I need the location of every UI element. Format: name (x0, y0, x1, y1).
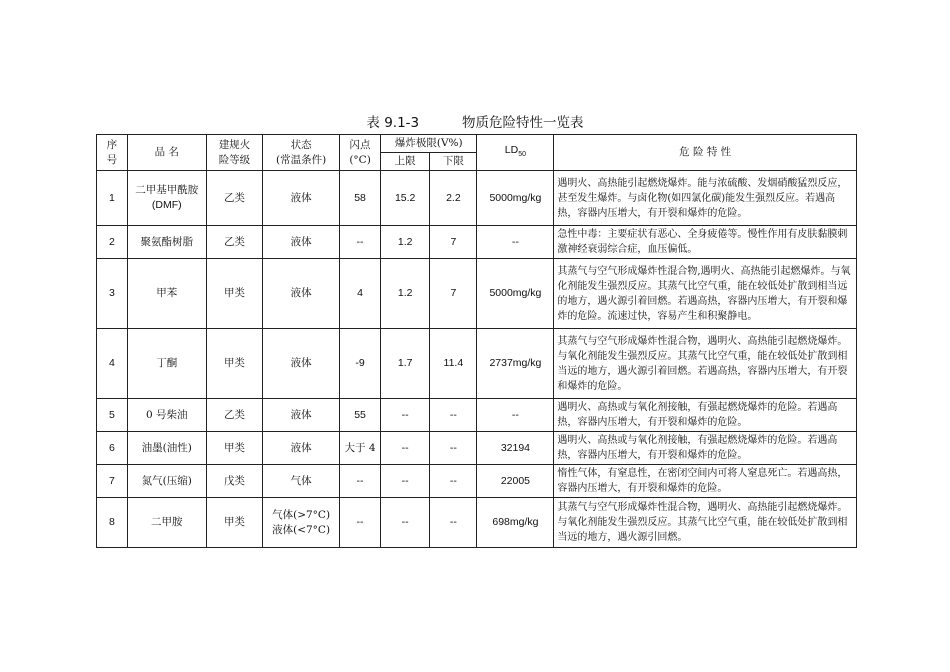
table-row (97, 399, 857, 432)
table-row (97, 226, 857, 259)
cell-ld50: 5000mg/kg (477, 171, 554, 226)
table-row (97, 329, 857, 399)
cell-flash-point: -- (340, 465, 381, 498)
cell-lower: -- (430, 432, 477, 465)
cell-lower: 2.2 (430, 171, 477, 226)
header-row-1 (97, 135, 857, 153)
cell-ld50: -- (477, 226, 554, 259)
cell-flash-point: 4 (340, 259, 381, 329)
cell-lower: 7 (430, 259, 477, 329)
cell-fire-class: 乙类 (206, 171, 262, 226)
cell-state: 气体(>7°C) 液体(<7°C) (263, 498, 340, 548)
cell-name: 油墨(油性) (127, 432, 206, 465)
cell-fire-class: 甲类 (206, 259, 262, 329)
cell-name: 聚氨酯树脂 (127, 226, 206, 259)
cell-lower: -- (430, 465, 477, 498)
cell-ld50: 32194 (477, 432, 554, 465)
col-header-state: 状态 (常温条件) (263, 135, 340, 171)
cell-flash-point: 58 (340, 171, 381, 226)
cell-hazard-desc: 遇明火、高热或与氧化剂接触，有强起燃烧爆炸的危险。若遇高热，容器内压增大，有开裂和爆炸的危险。 (554, 432, 857, 465)
cell-no: 5 (97, 399, 128, 432)
cell-ld50: 698mg/kg (477, 498, 554, 548)
table-row (97, 498, 857, 548)
cell-fire-class: 甲类 (206, 432, 262, 465)
cell-upper: 1.7 (381, 329, 430, 399)
cell-name: 甲苯 (127, 259, 206, 329)
col-header-fire-class: 建规火 险等级 (206, 135, 262, 171)
cell-ld50: -- (477, 399, 554, 432)
cell-lower: -- (430, 399, 477, 432)
cell-lower: 11.4 (430, 329, 477, 399)
table-row (97, 259, 857, 329)
cell-upper: 1.2 (381, 259, 430, 329)
cell-flash-point: -- (340, 498, 381, 548)
cell-fire-class: 戊类 (206, 465, 262, 498)
cell-name: 二甲胺 (127, 498, 206, 548)
cell-ld50: 22005 (477, 465, 554, 498)
cell-state: 液体 (263, 399, 340, 432)
col-header-upper: 上限 (381, 153, 430, 171)
cell-flash-point: 55 (340, 399, 381, 432)
cell-no: 3 (97, 259, 128, 329)
cell-hazard-desc: 其蒸气与空气形成爆炸性混合物，遇明火、高热能引起燃烧爆炸。与氧化剂能发生强烈反应。其蒸气比空气重，能在较低处扩散到相当远的地方，遇火源引着回燃。若遇高热，容器内压增大，有开裂和爆炸的危险。 (554, 329, 857, 399)
cell-lower: -- (430, 498, 477, 548)
cell-name: 0 号柴油 (127, 399, 206, 432)
cell-lower: 7 (430, 226, 477, 259)
cell-state: 液体 (263, 432, 340, 465)
cell-no: 6 (97, 432, 128, 465)
table-row (97, 171, 857, 226)
col-header-lower: 下限 (430, 153, 477, 171)
cell-hazard-desc: 遇明火、高热能引起燃烧爆炸。能与浓硫酸、发烟硝酸猛烈反应，甚至发生爆炸。与卤化物(如四氯化碳)能发生强烈反应。若遇高热，容器内压增大，有开裂和爆炸的危险。 (554, 171, 857, 226)
cell-no: 8 (97, 498, 128, 548)
cell-hazard-desc: 其蒸气与空气形成爆炸性混合物，遇明火、高热能引起燃烧爆炸。与氧化剂能发生强烈反应。其蒸气比空气重，能在较低处扩散到相当远的地方，遇火源引回燃。 (554, 498, 857, 548)
cell-upper: 15.2 (381, 171, 430, 226)
cell-hazard-desc: 急性中毒：主要症状有恶心、全身疲倦等。慢性作用有皮肤黏膜刺激神经衰弱综合症，血压偏低。 (554, 226, 857, 259)
col-header-name: 品 名 (127, 135, 206, 171)
cell-fire-class: 乙类 (206, 399, 262, 432)
cell-upper: -- (381, 399, 430, 432)
cell-upper: -- (381, 498, 430, 548)
cell-hazard-desc: 其蒸气与空气形成爆炸性混合物,遇明火、高热能引起燃爆炸。与氧化剂能发生强烈反应。其蒸气比空气重，能在较低处扩散到相当远的地方，遇火源引着回燃。若遇高热，容器内压增大，有开裂和爆炸的危险。流速过快，容易产生和积聚静电。 (554, 259, 857, 329)
cell-no: 2 (97, 226, 128, 259)
cell-no: 4 (97, 329, 128, 399)
cell-name: 丁酮 (127, 329, 206, 399)
cell-upper: -- (381, 465, 430, 498)
cell-no: 7 (97, 465, 128, 498)
cell-flash-point: -9 (340, 329, 381, 399)
table-row (97, 432, 857, 465)
cell-upper: -- (381, 432, 430, 465)
cell-hazard-desc: 遇明火、高热或与氧化剂接触，有强起燃烧爆炸的危险。若遇高热，容器内压增大，有开裂和爆炸的危险。 (554, 399, 857, 432)
cell-name: 氮气(压缩) (127, 465, 206, 498)
col-header-hazard: 危 险 特 性 (554, 135, 857, 171)
cell-fire-class: 甲类 (206, 329, 262, 399)
cell-flash-point: 大于 4 (340, 432, 381, 465)
table-row (97, 465, 857, 498)
cell-no: 1 (97, 171, 128, 226)
col-header-explosion-limit: 爆炸极限(V%) (381, 135, 477, 153)
cell-state: 液体 (263, 329, 340, 399)
cell-flash-point: -- (340, 226, 381, 259)
cell-state: 液体 (263, 259, 340, 329)
cell-fire-class: 乙类 (206, 226, 262, 259)
table-title: 表 9.1-3 物质危险特性一览表 (366, 115, 584, 131)
col-header-flash-point: 闪点 (°C) (340, 135, 381, 171)
col-header-no: 序 号 (97, 135, 128, 171)
cell-hazard-desc: 惰性气体，有窒息性，在密闭空间内可将人窒息死亡。若遇高热，容器内压增大，有开裂和爆炸的危险。 (554, 465, 857, 498)
cell-fire-class: 甲类 (206, 498, 262, 548)
cell-upper: 1.2 (381, 226, 430, 259)
cell-name: 二甲基甲酰胺 (DMF) (127, 171, 206, 226)
cell-state: 气体 (263, 465, 340, 498)
hazard-properties-table (96, 134, 857, 548)
cell-state: 液体 (263, 226, 340, 259)
col-header-ld50: $LD_{50}$ (477, 135, 554, 171)
cell-ld50: 2737mg/kg (477, 329, 554, 399)
cell-state: 液体 (263, 171, 340, 226)
cell-ld50: 5000mg/kg (477, 259, 554, 329)
